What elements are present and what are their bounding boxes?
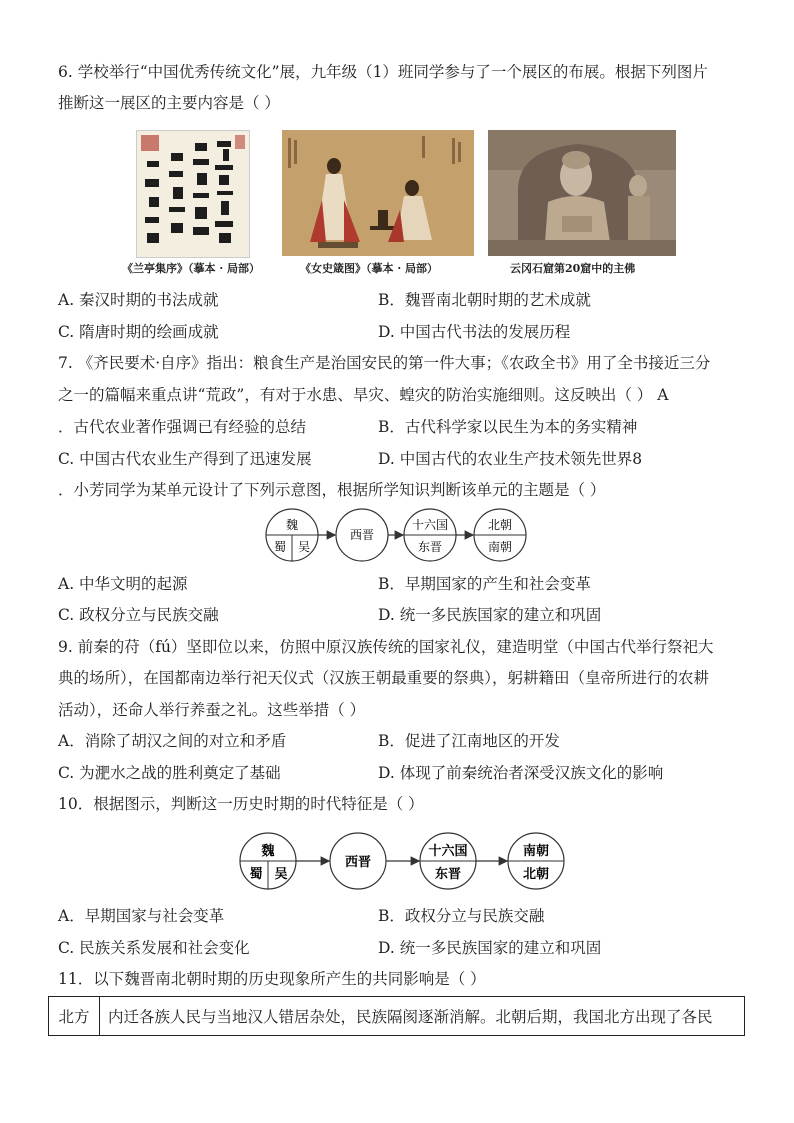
yungang-caption: 云冈石窟第20窟中的主佛: [510, 262, 636, 275]
q9-stem-line2: 典的场所），在国都南边举行祀天仪式（汉族王朝最重要的祭典），躬耕籍田（皇帝所进行的农耕: [58, 669, 710, 687]
q10-timeline-diagram: [238, 831, 568, 891]
q8-node-wei: 魏: [285, 518, 299, 532]
q8-node-xijin: 西晋: [349, 528, 375, 542]
q10-node-xijin: 西晋: [344, 855, 372, 870]
q6-option-a[interactable]: A. 秦汉时期的书法成就: [58, 291, 219, 309]
q8-option-a[interactable]: A. 中华文明的起源: [58, 575, 188, 593]
q7-option-d[interactable]: D. 中国古代的农业生产技术领先世界8: [378, 450, 643, 468]
q10-option-d[interactable]: D. 统一多民族国家的建立和巩固: [378, 939, 602, 957]
q6-option-d[interactable]: D. 中国古代书法的发展历程: [378, 323, 571, 341]
q10-node-nanchao: 南朝: [522, 844, 550, 859]
q8-node-nanchao: 南朝: [487, 540, 513, 554]
q6-option-c[interactable]: C. 隋唐时期的绘画成就: [58, 323, 219, 341]
table-row: [49, 997, 745, 1036]
q10-option-c[interactable]: C. 民族关系发展和社会变化: [58, 939, 250, 957]
q6-stem-line2: 推断这一展区的主要内容是（ ）: [58, 94, 280, 112]
q8-stem-line1: ．小芳同学为某单元设计了下列示意图，根据所学知识判断该单元的主题是（ ）: [58, 481, 606, 499]
q8-node-beichao: 北朝: [487, 518, 513, 532]
q8-timeline-diagram: [258, 507, 534, 563]
q9-option-b[interactable]: B．促进了江南地区的开发: [378, 732, 560, 750]
nushizhen-image: [282, 130, 474, 256]
q7-option-b[interactable]: B．古代科学家以民生为本的务实精神: [378, 418, 638, 436]
q9-stem-line3: 活动），还命人举行养蚕之礼。这些举措（ ）: [58, 701, 366, 719]
q8-option-c[interactable]: C. 政权分立与民族交融: [58, 606, 219, 624]
q8-node-wu: 吴: [297, 540, 311, 554]
q6-stem-line1: 6. 学校举行“中国优秀传统文化”展，九年级（1）班同学参与了一个展区的布展。根据下列图片: [58, 63, 708, 81]
q9-stem-line1: 9. 前秦的苻（fú）坚即位以来，仿照中原汉族传统的国家礼仪，建造明堂（中国古代举行祭祀大: [58, 638, 714, 656]
q7-option-c[interactable]: C. 中国古代农业生产得到了迅速发展: [58, 450, 312, 468]
q8-node-dongjin: 东晋: [417, 540, 443, 554]
q11-table-label: 北方: [49, 997, 100, 1036]
q10-node-wei: 魏: [261, 844, 275, 859]
q10-option-a[interactable]: A．早期国家与社会变革: [58, 907, 225, 925]
q9-option-c[interactable]: C. 为淝水之战的胜利奠定了基础: [58, 764, 281, 782]
q11-table-text: 内迁各族人民与当地汉人错居杂处，民族隔阂逐渐消解。北朝后期，我国北方出现了各民: [100, 997, 745, 1036]
q11-table: [48, 996, 745, 1036]
yungang-buddha-image: [488, 130, 676, 256]
q11-stem-line1: 11．以下魏晋南北朝时期的历史现象所产生的共同影响是（ ）: [58, 970, 486, 988]
q8-node-shiliuguo: 十六国: [411, 518, 449, 532]
q7-stem-line1: 7. 《齐民要术·自序》指出：粮食生产是治国安民的第一件大事；《农政全书》用了全书接近三分: [58, 354, 711, 372]
q9-option-a[interactable]: A．消除了胡汉之间的对立和矛盾: [58, 732, 287, 750]
q8-option-d[interactable]: D. 统一多民族国家的建立和巩固: [378, 606, 602, 624]
q8-option-b[interactable]: B．早期国家的产生和社会变革: [378, 575, 591, 593]
nushizhen-caption: 《女史箴图》（摹本 · 局部）: [300, 262, 438, 275]
lantingji-image: [136, 130, 250, 258]
lantingji-caption: 《兰亭集序》（摹本 · 局部）: [122, 262, 260, 275]
q10-option-b[interactable]: B．政权分立与民族交融: [378, 907, 545, 925]
q10-node-shiliuguo: 十六国: [428, 844, 468, 859]
q9-option-d[interactable]: D. 体现了前秦统治者深受汉族文化的影响: [378, 764, 664, 782]
q6-option-b[interactable]: B．魏晋南北朝时期的艺术成就: [378, 291, 591, 309]
q10-node-wu: 吴: [274, 867, 288, 882]
q10-node-dongjin: 东晋: [434, 867, 462, 882]
q10-node-shu: 蜀: [249, 867, 263, 882]
q7-stem-line2: 之一的篇幅来重点讲“荒政”，有对于水患、旱灾、蝗灾的防治实施细则。这反映出（ ） A: [58, 386, 669, 404]
q7-option-a[interactable]: ．古代农业著作强调已有经验的总结: [58, 418, 307, 436]
q10-stem-line1: 10．根据图示，判断这一历史时期的时代特征是（ ）: [58, 795, 424, 813]
q10-node-beichao: 北朝: [522, 867, 550, 882]
q8-node-shu: 蜀: [273, 540, 287, 554]
